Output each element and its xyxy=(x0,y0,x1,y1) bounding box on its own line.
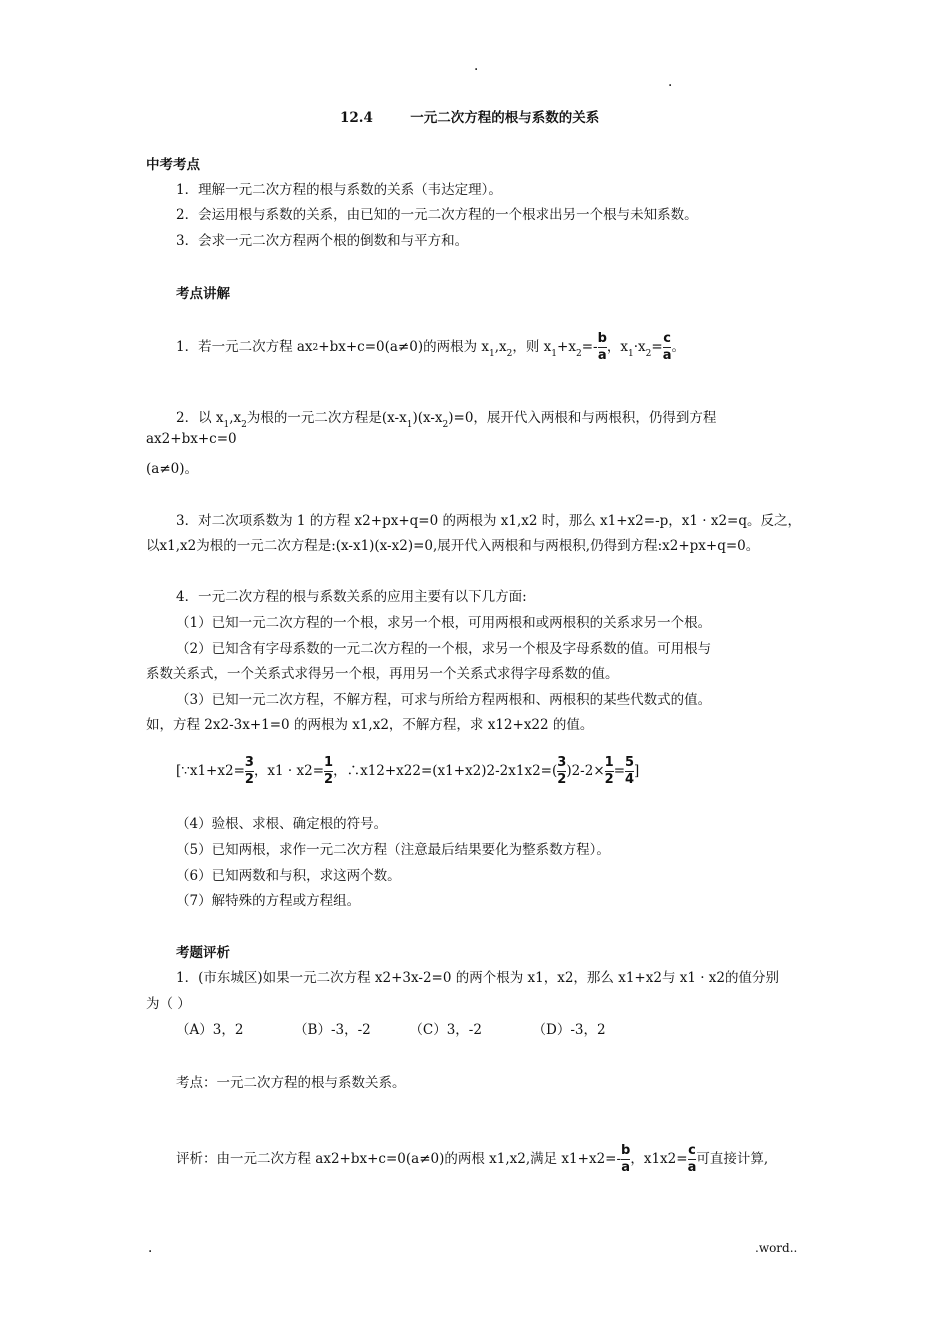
paragraph-equation-from-roots: 2．以 $x_1,x_2$为根的一元二次方程是$(x-x_1)(x-x_2)=0$，展开代入两根和与两根积，仍得到方程 xyxy=(176,410,717,430)
option-d: （D）-3，2 xyxy=(532,1022,606,1038)
section-heading-zhongkao: 中考考点 xyxy=(146,157,200,173)
fraction-5-over-4: $\frac{5}{4}$ xyxy=(625,755,635,787)
list-item-continued: 如，方程 2x2-3x+1=0 的两根为 x1,x2，不解方程，求 x12+x22 的值。 xyxy=(146,717,594,733)
list-item: 1．理解一元二次方程的根与系数的关系（韦达定理）。 xyxy=(176,182,502,198)
question-text-continued: 为（ ） xyxy=(146,996,191,1012)
kaodian-note: 考点：一元二次方程的根与系数关系。 xyxy=(176,1075,406,1091)
paragraph-applications-intro: 4．一元二次方程的根与系数关系的应用主要有以下几方面: xyxy=(176,589,527,605)
fraction-3-over-2: $\frac{3}{2}$ xyxy=(244,755,254,787)
paragraph-monic-equation: 3．对二次项系数为 1 的方程 x2+px+q=0 的两根为 x1,x2 时，那么 x1+x2=-p，x1 · x2=q。反之， xyxy=(176,513,802,529)
fraction-b-over-a: $\frac{b}{a}$ xyxy=(597,331,607,363)
list-item: （3）已知一元二次方程，不解方程，可求与所给方程两根和、两根积的某些代数式的值。 xyxy=(176,692,712,708)
worked-formula: [∵x1+x2= $\frac{3}{2}$ ，x1 · x2= $\frac{1}{2}$ ，∴x12+x22=(x1+x2)2-2x1x2=( $\frac{3}{2}$ )2-2× $\frac{1}{2}$ = $\frac{5}{4}$ ] xyxy=(176,755,640,787)
page-title xyxy=(340,106,599,126)
title-text: 一元二次方程的根与系数的关系 xyxy=(410,110,600,126)
fraction-c-over-a: $\frac{c}{a}$ xyxy=(662,331,672,363)
paragraph-line: 以x1,x2为根的一元二次方程是:(x-x1)(x-x2)=0,展开代入两根和与两根积,仍得到方程:x2+px+q=0。 xyxy=(146,538,760,554)
paragraph-line: ax2+bx+c=0 xyxy=(146,431,237,447)
fraction-1-over-2: $\frac{1}{2}$ xyxy=(324,755,334,787)
question-text: 1．(市东城区)如果一元二次方程 x2+3x-2=0 的两个根为 x1，x2，那么 x1+x2与 x1 · x2的值分别 xyxy=(176,970,780,986)
paragraph-line: (a≠0)。 xyxy=(146,461,198,477)
list-item: （5）已知两根，求作一元二次方程（注意最后结果要化为整系数方程）。 xyxy=(176,842,610,858)
option-c: （C）3，-2 xyxy=(409,1022,482,1038)
list-item-continued: 系数关系式，一个关系式求得另一个根，再用另一个关系式求得字母系数的值。 xyxy=(146,666,619,682)
answer-options xyxy=(176,1018,606,1038)
fraction-c-over-a: $\frac{c}{a}$ xyxy=(687,1143,697,1175)
list-item: （6）已知两数和与积，求这两个数。 xyxy=(176,868,401,884)
section-heading-kaoti-pingxi: 考题评析 xyxy=(176,945,230,961)
list-item: （1）已知一元二次方程的一个根，求另一个根，可用两根和或两根积的关系求另一个根。 xyxy=(176,615,712,631)
option-b: （B）-3，-2 xyxy=(294,1022,371,1038)
footer-dot: . xyxy=(148,1240,153,1256)
fraction-b-over-a: $\frac{b}{a}$ xyxy=(621,1143,631,1175)
fraction-3-over-2: $\frac{3}{2}$ xyxy=(557,755,567,787)
list-item: （7）解特殊的方程或方程组。 xyxy=(176,893,361,909)
fraction-1-over-2: $\frac{1}{2}$ xyxy=(604,755,614,787)
list-item: （2）已知含有字母系数的一元二次方程的一个根，求另一个根及字母系数的值。可用根与 xyxy=(176,641,712,657)
title-number: 12.4 xyxy=(340,110,373,126)
option-a: （A）3，2 xyxy=(176,1022,244,1038)
footer-word-label: .word.. xyxy=(755,1241,798,1255)
header-dot-1: . xyxy=(474,58,479,74)
header-dot-2: . xyxy=(668,74,673,90)
list-item: 3．会求一元二次方程两个根的倒数和与平方和。 xyxy=(176,233,469,249)
list-item: 2．会运用根与系数的关系，由已知的一元二次方程的一个根求出另一个根与未知系数。 xyxy=(176,207,698,223)
paragraph-vieta-formula: 1．若一元二次方程 ax2+bx+c=0(a≠0)的两根为 $x_1,x_2$，则 $x_1+x_2=-$ $\frac{b}{a}$ ，$x_1\cdot x_2=$ $\frac{c}{a}$ 。 xyxy=(176,331,685,363)
pingxi-paragraph: 评析：由一元二次方程 ax2+bx+c=0(a≠0)的两根 x1,x2,满足 x1+x2=- $\frac{b}{a}$ ，x1x2= $\frac{c}{a}$ 可直接计算, xyxy=(176,1143,769,1175)
list-item: （4）验根、求根、确定根的符号。 xyxy=(176,816,388,832)
section-heading-kaodian-jiangjie: 考点讲解 xyxy=(176,286,230,302)
